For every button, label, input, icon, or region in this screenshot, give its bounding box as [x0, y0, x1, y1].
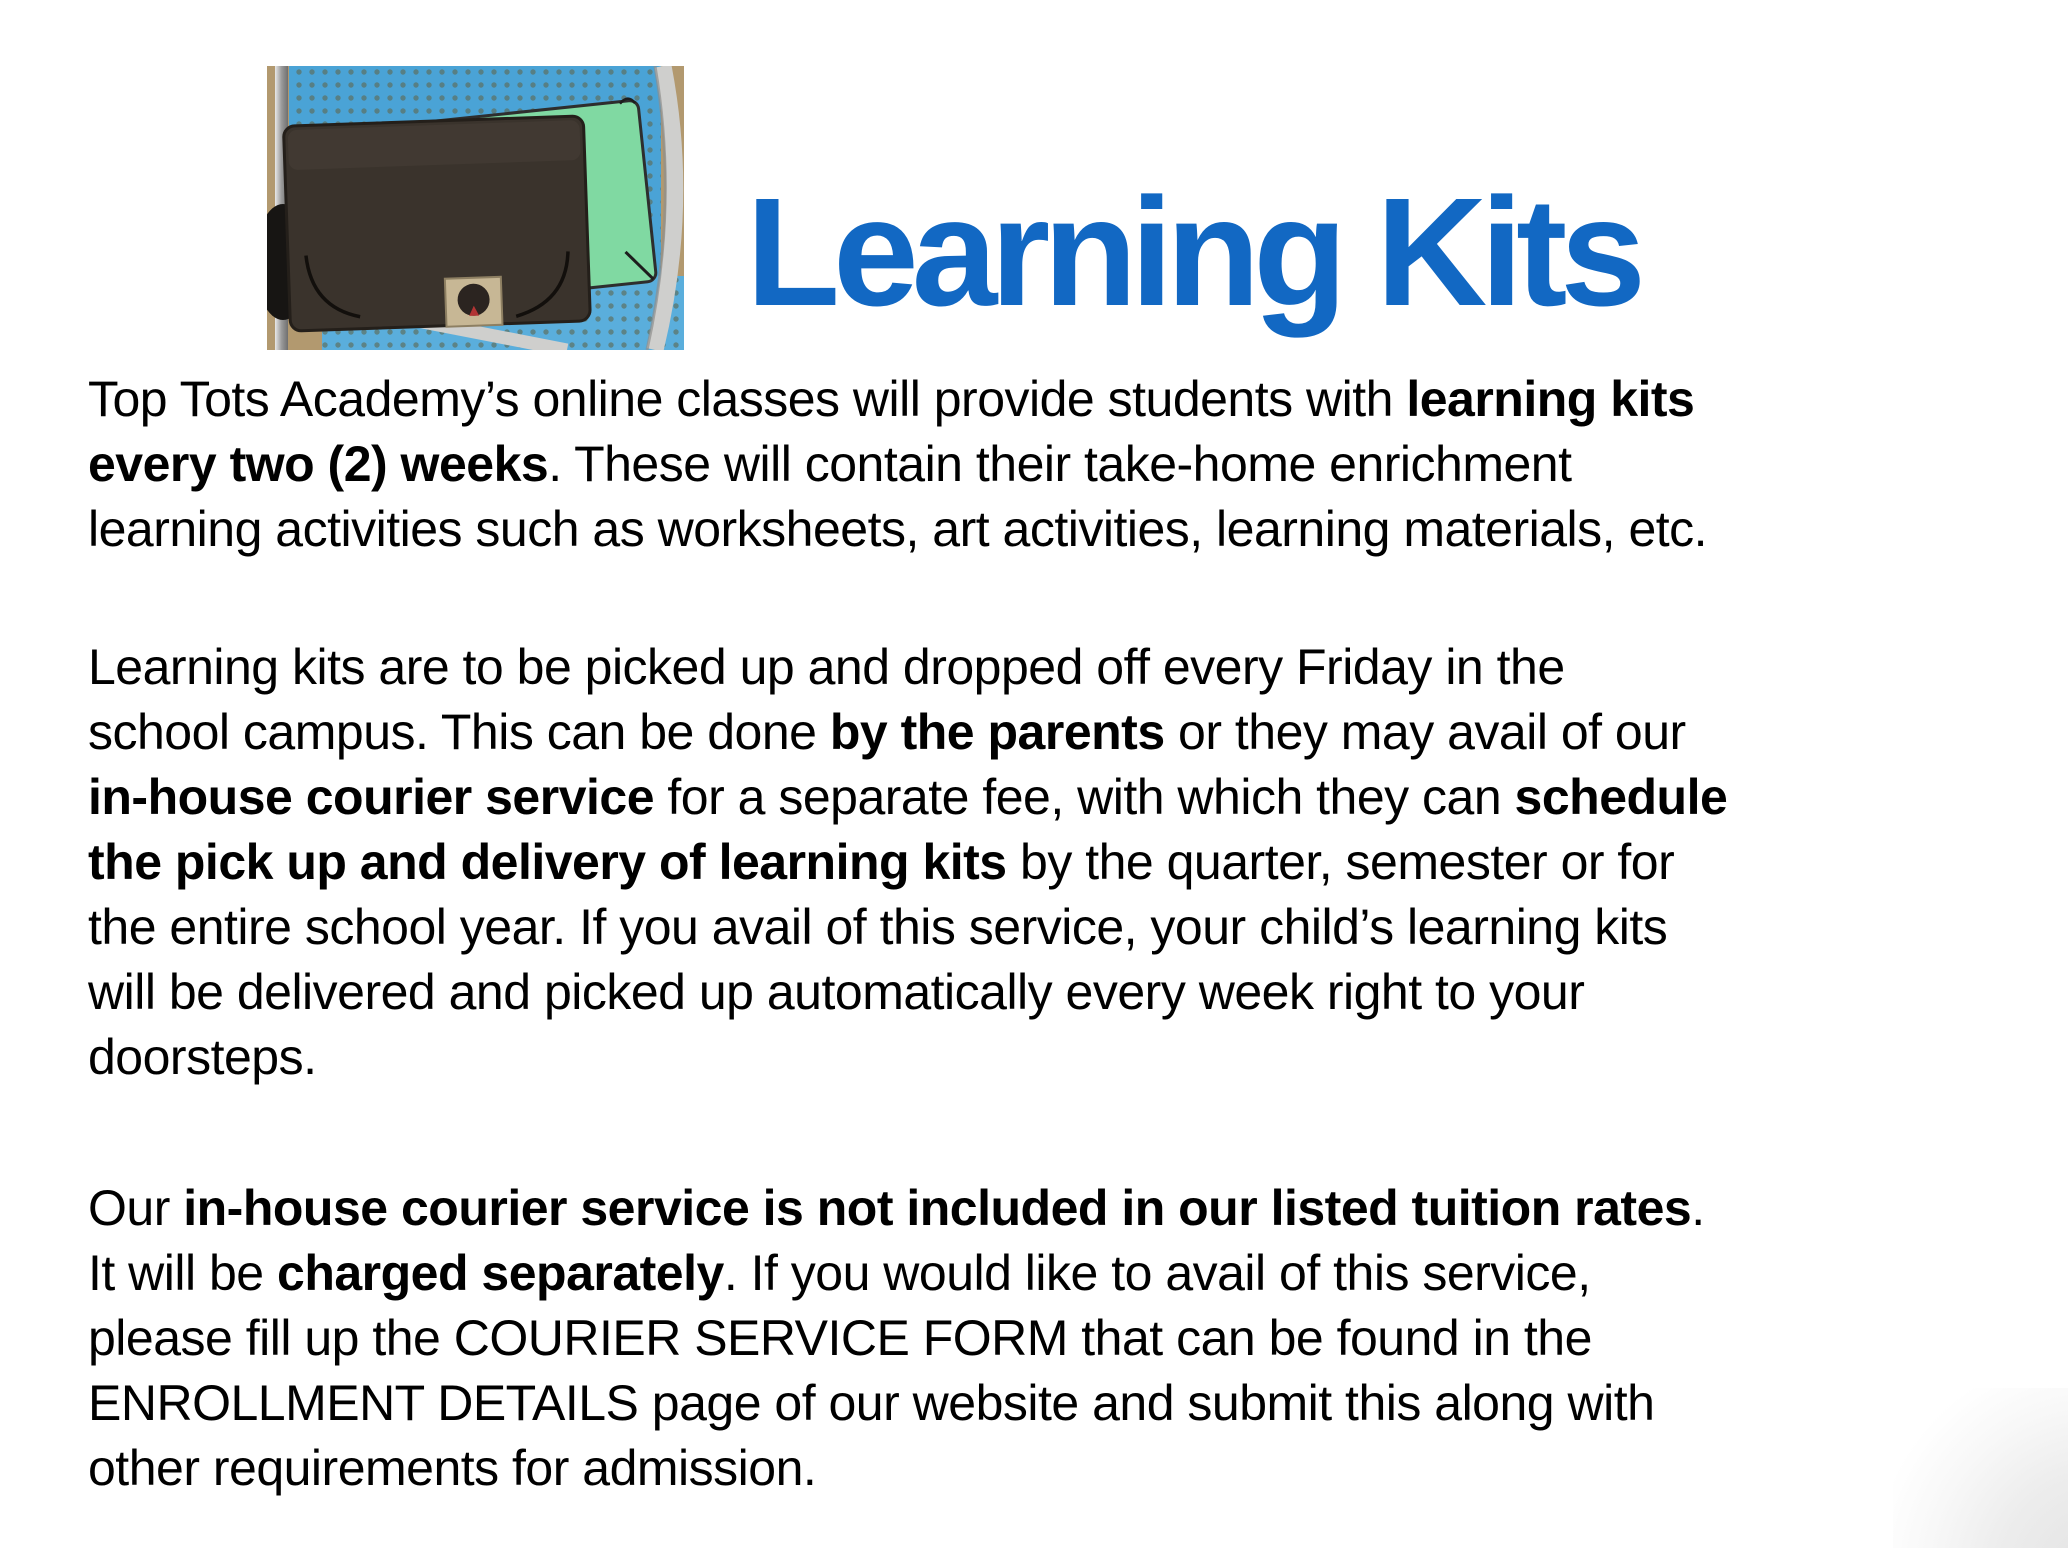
- dark-folder: [283, 116, 590, 332]
- text-run: will be delivered and picked up automatically every week right to your: [88, 964, 1585, 1020]
- text-run: other requirements for admission.: [88, 1440, 817, 1496]
- text-run: school campus. This can be done: [88, 704, 830, 760]
- text-run: ENROLLMENT DETAILS page of our website and submit this along with: [88, 1375, 1655, 1431]
- text-run: It will be: [88, 1245, 278, 1301]
- text-run: Learning kits are to be picked up and dropped off every Friday in the: [88, 639, 1565, 695]
- bold-text-run: by the parents: [829, 704, 1165, 760]
- dark-folder-label: [445, 277, 503, 327]
- page-corner-curl: [1893, 1388, 2068, 1548]
- learning-kits-photo-art: [267, 66, 684, 350]
- text-run: by the quarter, semester or for: [1006, 834, 1675, 890]
- bold-text-run: charged separately: [277, 1245, 724, 1301]
- bold-text-run: the pick up and delivery of learning kits: [88, 834, 1007, 890]
- text-run: . These will contain their take-home enrichment: [548, 436, 1572, 492]
- paragraph-3: [88, 1176, 2038, 1501]
- text-run: doorsteps.: [88, 1029, 317, 1085]
- bold-text-run: every two (2) weeks: [88, 436, 549, 492]
- paragraph-2: [88, 635, 2038, 1090]
- bold-text-run: in-house courier service: [88, 769, 655, 825]
- text-run: . If you would like to avail of this service,: [723, 1245, 1591, 1301]
- text-run: learning activities such as worksheets, art activities, learning materials, etc.: [88, 501, 1708, 557]
- text-run: the entire school year. If you avail of this service, your child’s learning kits: [88, 899, 1668, 955]
- page-title: Learning Kits: [746, 166, 1640, 338]
- bold-text-run: in-house courier service is not included in our listed tuition rates: [183, 1180, 1692, 1236]
- body-text: [88, 367, 2038, 1501]
- text-run: please fill up the COURIER SERVICE FORM that can be found in the: [88, 1310, 1592, 1366]
- bold-text-run: learning kits: [1406, 371, 1695, 427]
- text-run: for a separate fee, with which they can: [654, 769, 1515, 825]
- text-run: Our: [88, 1180, 184, 1236]
- text-run: or they may avail of our: [1164, 704, 1686, 760]
- learning-kits-photo: [267, 66, 684, 350]
- bold-text-run: schedule: [1514, 769, 1728, 825]
- paragraph-1: [88, 367, 2038, 562]
- text-run: .: [1691, 1180, 1705, 1236]
- text-run: Top Tots Academy’s online classes will provide students with: [88, 371, 1407, 427]
